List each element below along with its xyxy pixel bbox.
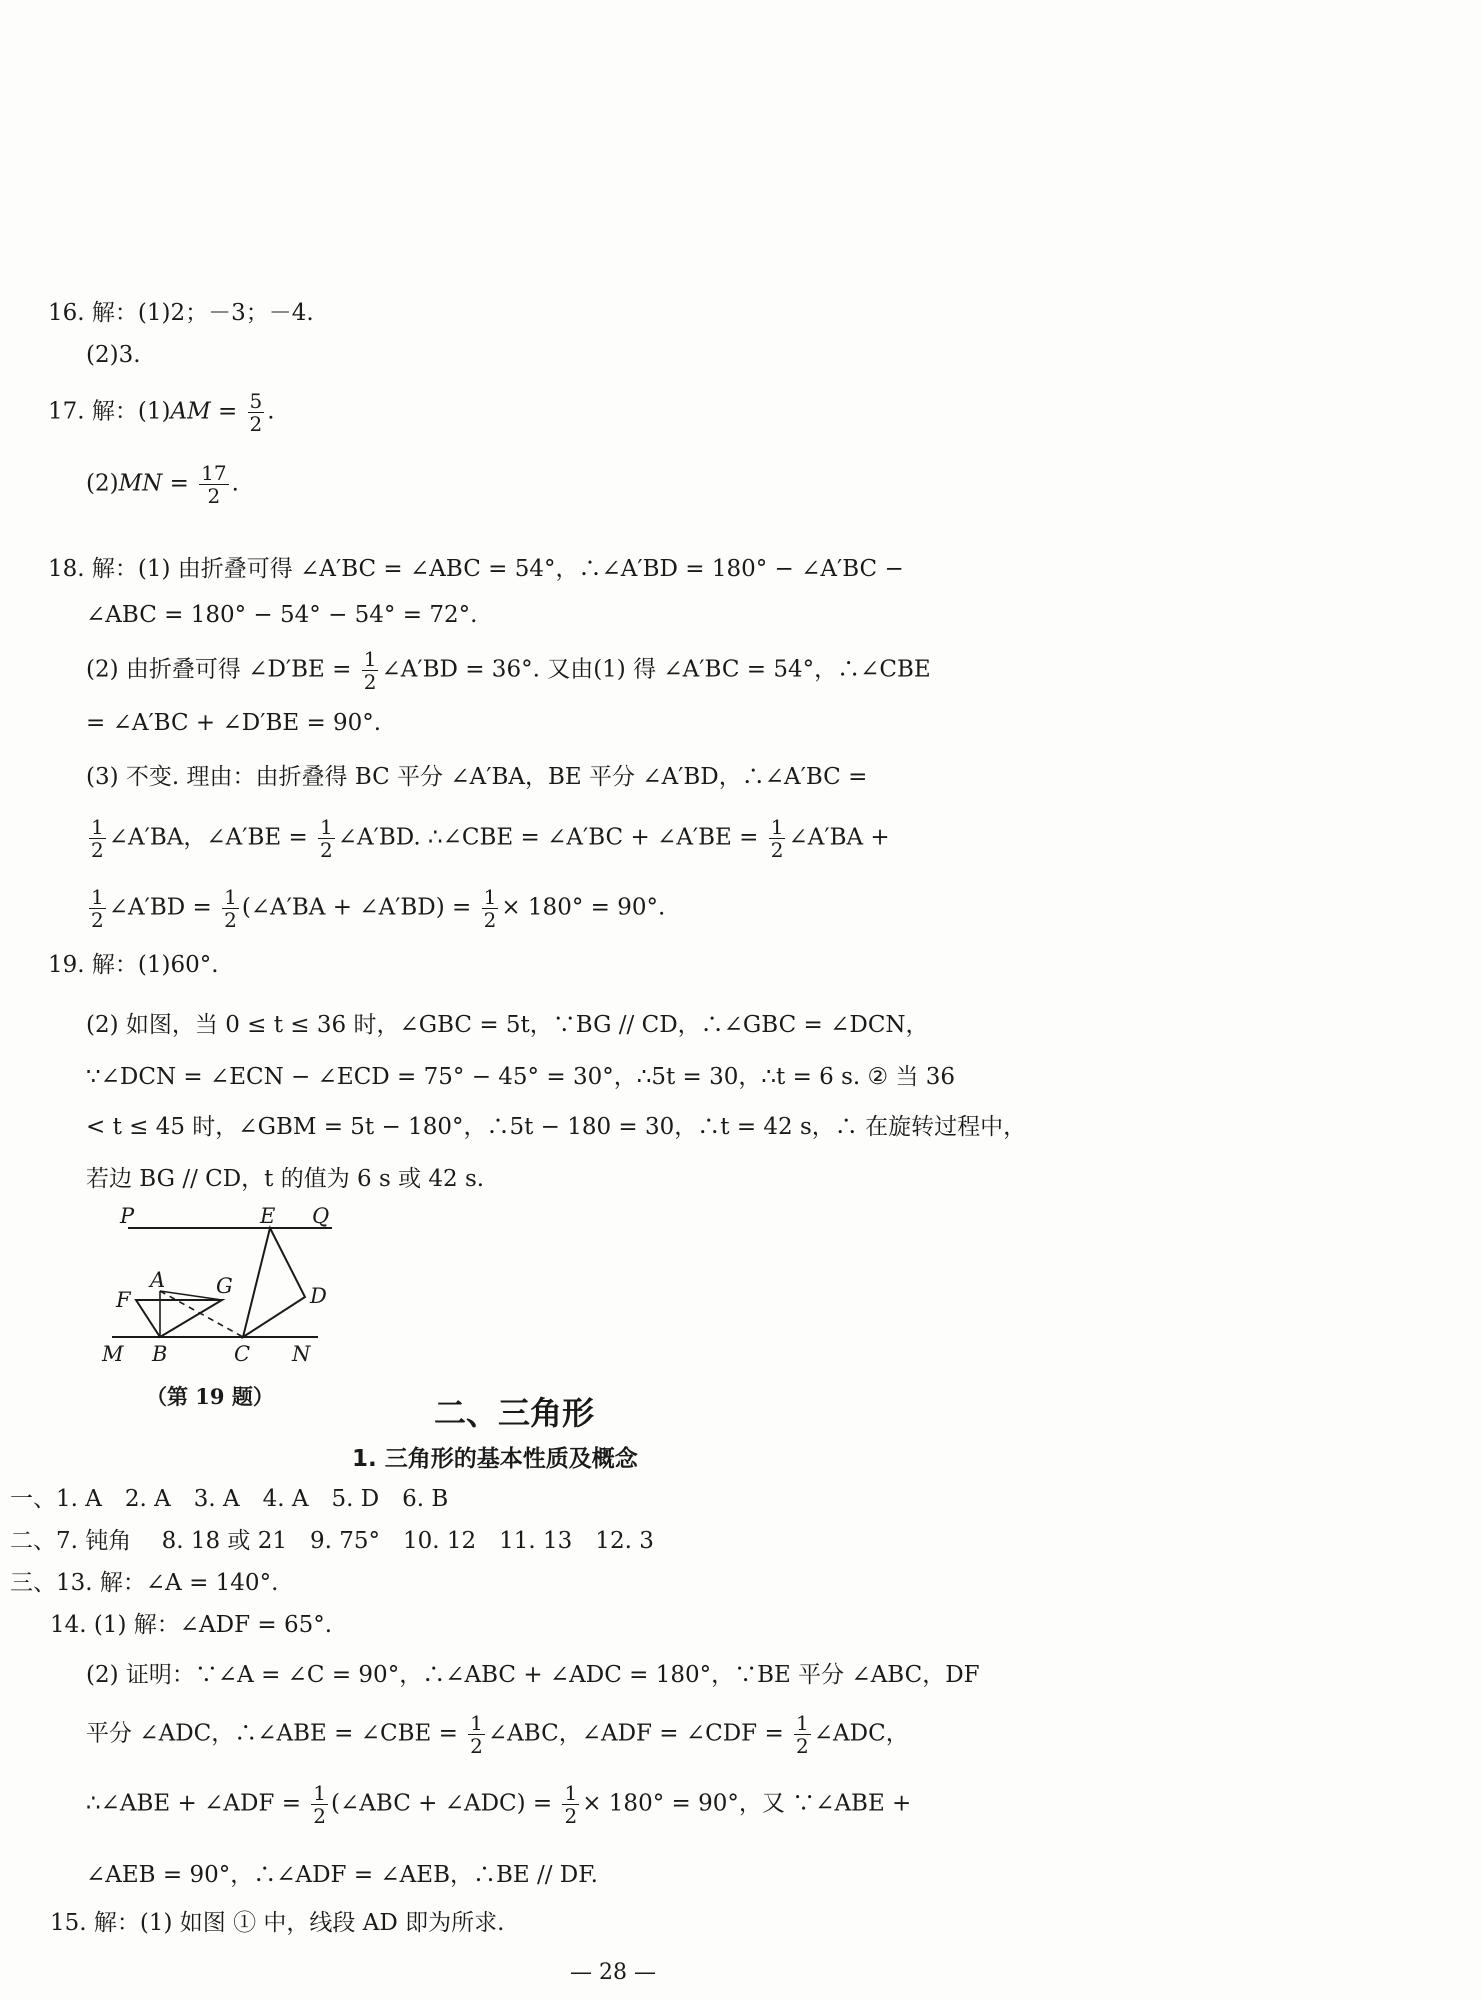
numerator: 1 <box>91 885 104 909</box>
q17-expr2: MN = <box>118 470 197 497</box>
q14-l3-c: ∠ADC， <box>813 1720 909 1747</box>
numerator: 1 <box>91 815 104 839</box>
q14-line3 <box>86 1712 909 1757</box>
fraction <box>318 816 335 861</box>
q18-l7-b: (∠A′BA + ∠A′BD) = <box>241 894 479 921</box>
fraction <box>248 390 265 435</box>
fraction <box>311 1782 328 1827</box>
q14-line5: ∠AEB = 90°，∴∠ADF = ∠AEB，∴BE // DF. <box>86 1862 598 1888</box>
fraction <box>562 1782 579 1827</box>
numerator: 1 <box>320 815 333 839</box>
numerator: 1 <box>796 1711 809 1735</box>
fraction <box>769 816 786 861</box>
numerator: 1 <box>770 815 784 839</box>
denominator: 2 <box>483 908 497 932</box>
q14-line2: (2) 证明：∵∠A = ∠C = 90°，∴∠ABC + ∠ADC = 180°，∵BE 平分 ∠ABC，DF <box>86 1662 980 1688</box>
triangle-ecd <box>243 1228 305 1337</box>
section-subtitle: 1. 三角形的基本性质及概念 <box>352 1446 638 1472</box>
punct: . <box>231 470 239 497</box>
q19-line1: 19. 解：(1)60°. <box>48 952 219 978</box>
label-a: A <box>150 1268 166 1292</box>
denominator: 2 <box>207 484 221 508</box>
numerator: 5 <box>249 389 263 413</box>
q17-expr: AM = <box>170 398 245 425</box>
q19-line4: < t ≤ 45 时，∠GBM = 5t − 180°，∴5t − 180 = 30，∴t = 42 s，∴ 在旋转过程中， <box>86 1114 1027 1140</box>
q18-l3-b: ∠A′BD = 36°. 又由(1) 得 ∠A′BC = 54°，∴∠CBE <box>381 656 931 683</box>
fraction <box>89 886 106 931</box>
q14-l4-c: × 180° = 90°，又 ∵∠ABE + <box>582 1790 912 1817</box>
fraction <box>468 1712 485 1757</box>
numerator: 1 <box>470 1711 483 1735</box>
denominator: 2 <box>564 1804 578 1828</box>
q14-l3-b: ∠ABC，∠ADF = ∠CDF = <box>487 1720 792 1747</box>
numerator: 1 <box>363 647 377 671</box>
denominator: 2 <box>249 412 263 436</box>
numerator: 1 <box>313 1781 327 1805</box>
q19-line2: (2) 如图，当 0 ≤ t ≤ 36 时，∠GBC = 5t，∵BG // CD，∴∠GBC = ∠DCN， <box>86 1012 929 1038</box>
q18-line4: = ∠A′BC + ∠D′BE = 90°. <box>86 710 382 736</box>
q17-prefix2: (2) <box>86 470 119 497</box>
q18-l6-a: ∠A′BA，∠A′BE = <box>108 824 316 851</box>
fraction <box>89 816 106 861</box>
numerator: 1 <box>483 885 497 909</box>
part1-answers: 一、1. A 2. A 3. A 4. A 5. D 6. B <box>10 1486 449 1512</box>
part3-q13: 三、13. 解：∠A = 140°. <box>10 1570 279 1596</box>
label-p: P <box>120 1205 135 1228</box>
denominator: 2 <box>770 838 784 862</box>
label-d: D <box>310 1284 327 1308</box>
q16-line2: (2)3. <box>86 342 141 368</box>
q15-line1: 15. 解：(1) 如图 ① 中，线段 AD 即为所求. <box>50 1910 505 1936</box>
q17-line2 <box>86 462 239 507</box>
q18-line7 <box>86 886 665 931</box>
q16-line1: 16. 解：(1)2；－3；－4. <box>48 300 314 326</box>
q18-l6-c: ∠A′BA + <box>788 824 890 851</box>
q14-l4-b: (∠ABC + ∠ADC) = <box>331 1790 560 1817</box>
label-e: E <box>260 1205 276 1228</box>
label-b: B <box>152 1342 168 1366</box>
fraction <box>794 1712 811 1757</box>
label-c: C <box>234 1342 251 1366</box>
punct: . <box>267 398 275 425</box>
page-number: — 28 — <box>570 1960 656 1985</box>
q19-line3: ∵∠DCN = ∠ECN − ∠ECD = 75° − 45° = 30°，∴5t = 30，∴t = 6 s. ② 当 36 <box>86 1064 956 1090</box>
denominator: 2 <box>796 1734 809 1758</box>
denominator: 2 <box>91 838 104 862</box>
q18-l6-b: ∠A′BD. ∴∠CBE = ∠A′BC + ∠A′BE = <box>337 824 766 851</box>
label-g: G <box>216 1274 233 1298</box>
q18-line3 <box>86 648 931 693</box>
fraction <box>222 886 239 931</box>
denominator: 2 <box>470 1734 483 1758</box>
q19-line5: 若边 BG // CD，t 的值为 6 s 或 42 s. <box>86 1166 485 1192</box>
numerator: 17 <box>201 461 227 485</box>
fraction <box>199 462 228 507</box>
segment-ag <box>160 1291 222 1300</box>
label-m: M <box>102 1342 124 1366</box>
denominator: 2 <box>363 670 377 694</box>
q17-line1 <box>48 390 275 435</box>
label-f: F <box>116 1288 131 1312</box>
denominator: 2 <box>224 908 237 932</box>
q18-line1: 18. 解：(1) 由折叠可得 ∠A′BC = ∠ABC = 54°，∴∠A′BD = 180° − ∠A′BC − <box>48 556 904 582</box>
numerator: 1 <box>564 1781 578 1805</box>
label-n: N <box>292 1342 311 1366</box>
q14-l4-a: ∴∠ABE + ∠ADF = <box>86 1790 309 1817</box>
label-q: Q <box>312 1205 330 1228</box>
denominator: 2 <box>91 908 104 932</box>
denominator: 2 <box>313 1804 327 1828</box>
section-title: 二、三角形 <box>434 1394 595 1432</box>
q18-line2: ∠ABC = 180° − 54° − 54° = 72°. <box>86 602 478 628</box>
figure-19 <box>100 1205 360 1385</box>
part2-answers: 二、7. 钝角 8. 18 或 21 9. 75° 10. 12 11. 13 12. 3 <box>10 1528 654 1554</box>
q18-line5: (3) 不变. 理由：由折叠得 BC 平分 ∠A′BA，BE 平分 ∠A′BD，∴∠A′BC = <box>86 764 868 790</box>
fraction <box>362 648 379 693</box>
q18-line6 <box>86 816 890 861</box>
q17-prefix: 17. 解：(1) <box>48 398 171 425</box>
numerator: 1 <box>224 885 237 909</box>
q14-line4 <box>86 1782 911 1827</box>
q14-l3-a: 平分 ∠ADC，∴∠ABE = ∠CBE = <box>86 1720 466 1747</box>
q18-l7-c: × 180° = 90°. <box>501 894 666 921</box>
q18-l3-a: (2) 由折叠可得 ∠D′BE = <box>86 656 359 683</box>
figure-19-caption: （第 19 题） <box>146 1384 274 1409</box>
fraction <box>482 886 499 931</box>
q18-l7-a: ∠A′BD = <box>108 894 220 921</box>
denominator: 2 <box>320 838 333 862</box>
q14-line1: 14. (1) 解：∠ADF = 65°. <box>50 1612 333 1638</box>
